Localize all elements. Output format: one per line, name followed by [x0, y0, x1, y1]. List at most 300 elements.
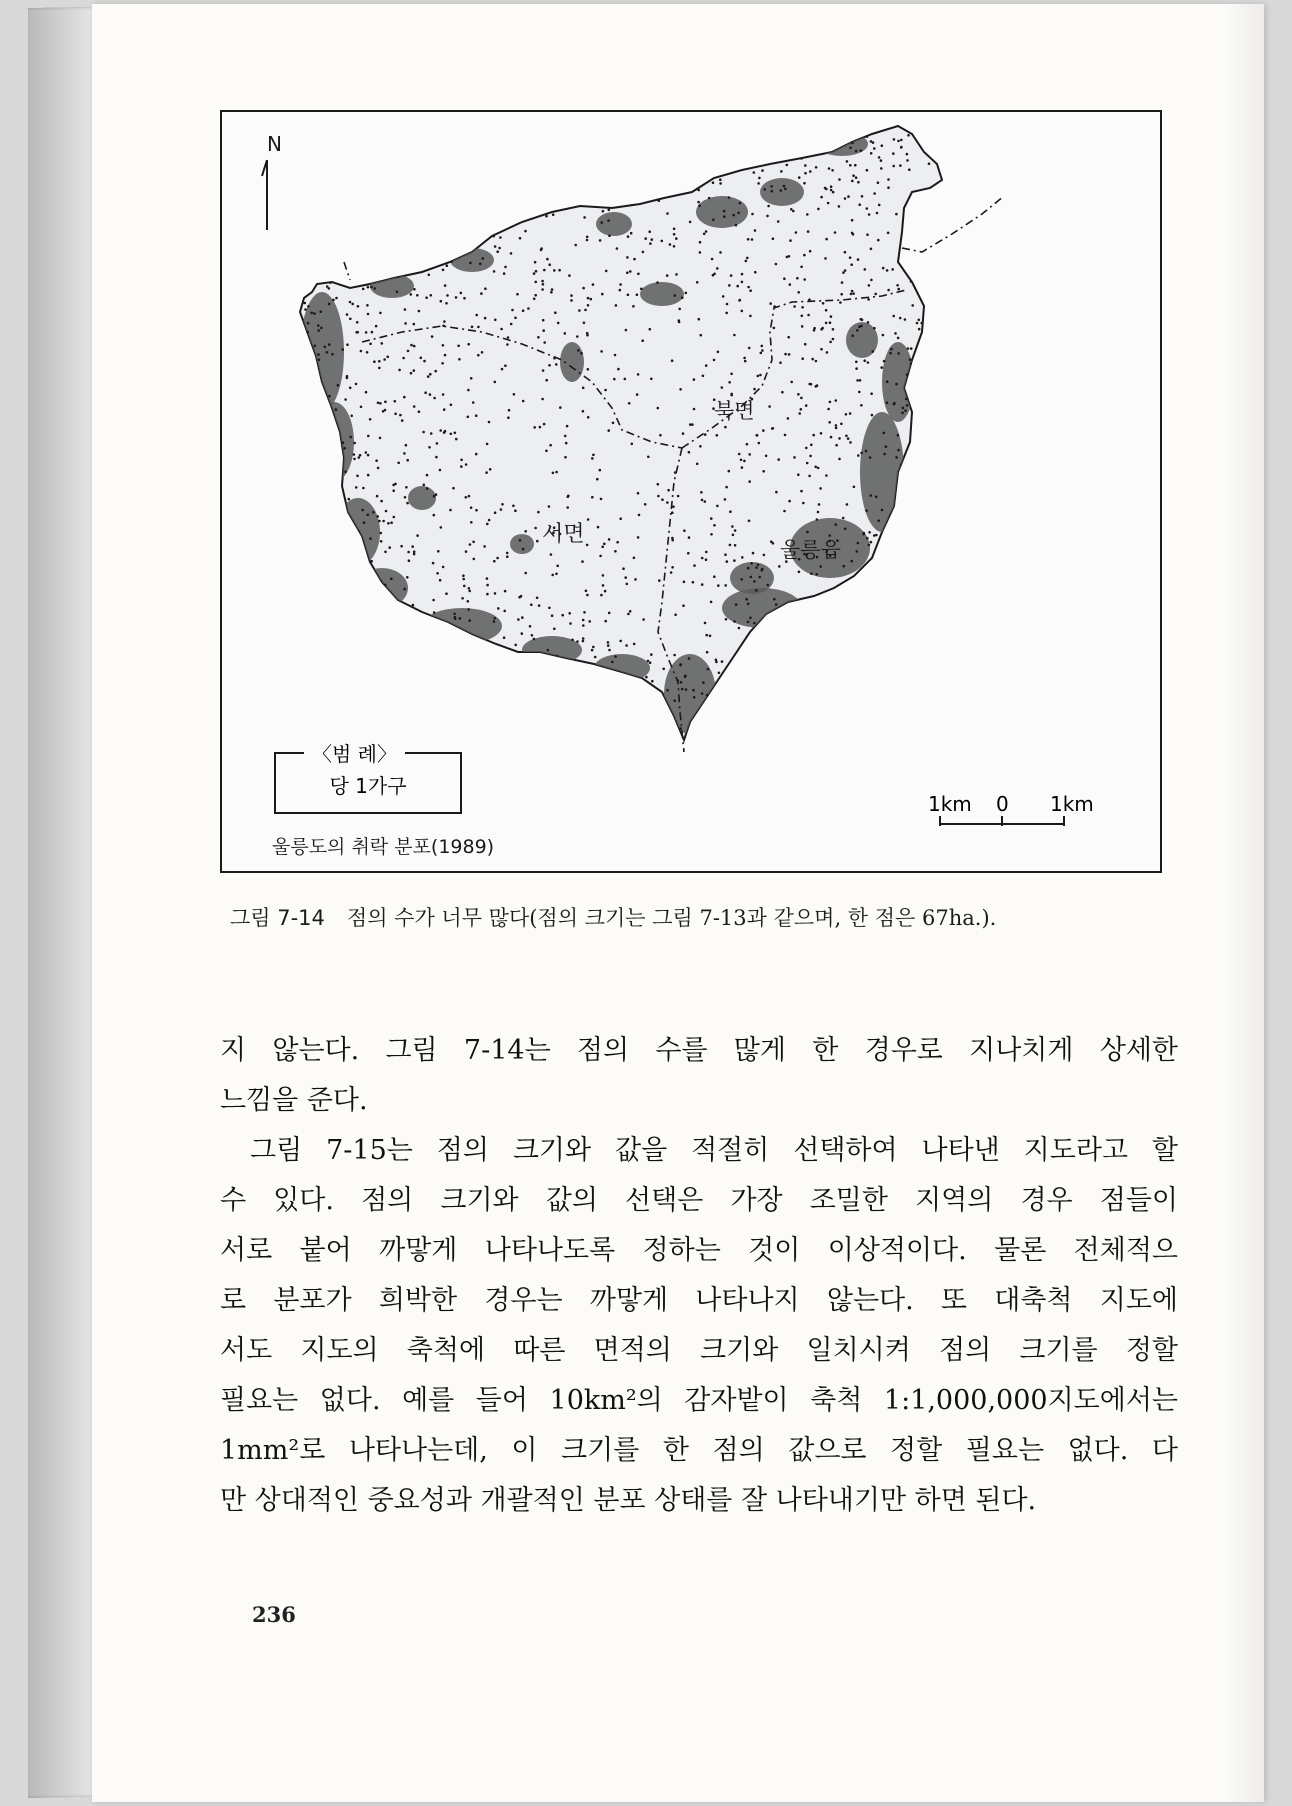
settlement-dot — [335, 257, 338, 260]
settlement-dot — [765, 455, 768, 458]
settlement-dot — [413, 323, 416, 326]
settlement-dot — [551, 574, 554, 577]
settlement-dot — [650, 653, 653, 656]
settlement-dot — [866, 207, 869, 210]
settlement-dot — [334, 446, 337, 449]
settlement-dot — [626, 583, 629, 586]
settlement-dot — [399, 414, 402, 417]
settlement-dot — [540, 741, 543, 744]
settlement-dot — [882, 267, 885, 270]
settlement-dot — [881, 591, 884, 594]
settlement-dot — [522, 400, 525, 403]
settlement-dot — [819, 487, 822, 490]
settlement-dot — [498, 247, 501, 250]
settlement-dot — [522, 309, 525, 312]
settlement-dot — [860, 149, 863, 152]
settlement-dot — [430, 207, 433, 210]
settlement-dot — [887, 289, 890, 292]
settlement-dot — [350, 415, 353, 418]
settlement-dot — [380, 532, 383, 535]
settlement-dot — [899, 317, 902, 320]
settlement-dot — [390, 578, 393, 581]
settlement-dot — [626, 742, 629, 745]
settlement-dot — [743, 131, 746, 134]
settlement-dot — [906, 404, 909, 407]
settlement-dot — [771, 724, 774, 727]
settlement-dot — [429, 393, 432, 396]
settlement-dot — [713, 359, 716, 362]
settlement-dot — [747, 621, 750, 624]
settlement-dot — [719, 182, 722, 185]
settlement-dot — [576, 748, 579, 751]
settlement-dot — [600, 498, 603, 501]
dense-area — [314, 402, 354, 482]
settlement-dot — [511, 309, 514, 312]
settlement-dot — [459, 173, 462, 176]
settlement-dot — [940, 235, 943, 238]
settlement-dot — [842, 517, 845, 520]
settlement-dot — [609, 744, 612, 747]
settlement-dot — [591, 496, 594, 499]
settlement-dot — [468, 590, 471, 593]
settlement-dot — [762, 429, 765, 432]
settlement-dot — [628, 402, 631, 405]
settlement-dot — [493, 270, 496, 273]
settlement-dot — [453, 224, 456, 227]
settlement-dot — [586, 544, 589, 547]
body-line: 그림 7-15는 점의 크기와 값을 적절히 선택하여 나타낸 지도라고 할 — [250, 1135, 1178, 1166]
settlement-dot — [312, 627, 315, 630]
settlement-dot — [671, 359, 674, 362]
settlement-dot — [499, 135, 502, 138]
settlement-dot — [913, 731, 916, 734]
settlement-dot — [868, 213, 871, 216]
settlement-dot — [358, 631, 361, 634]
settlement-dot — [779, 361, 782, 364]
settlement-dot — [930, 521, 933, 524]
settlement-dot — [362, 250, 365, 253]
settlement-dot — [879, 623, 882, 626]
settlement-dot — [826, 351, 829, 354]
settlement-dot — [382, 410, 385, 413]
settlement-dot — [454, 432, 457, 435]
settlement-dot — [485, 695, 488, 698]
settlement-dot — [473, 558, 476, 561]
settlement-dot — [783, 629, 786, 632]
settlement-dot — [827, 655, 830, 658]
settlement-dot — [687, 136, 690, 139]
settlement-dot — [522, 709, 525, 712]
settlement-dot — [889, 580, 892, 583]
settlement-dot — [856, 685, 859, 688]
settlement-dot — [561, 204, 564, 207]
settlement-dot — [673, 228, 676, 231]
settlement-dot — [587, 368, 590, 371]
settlement-dot — [450, 404, 453, 407]
settlement-dot — [607, 641, 610, 644]
settlement-dot — [801, 306, 804, 309]
settlement-dot — [664, 713, 667, 716]
settlement-dot — [939, 460, 942, 463]
settlement-dot — [850, 263, 853, 266]
settlement-dot — [881, 144, 884, 147]
settlement-dot — [911, 742, 914, 745]
settlement-dot — [787, 716, 790, 719]
settlement-dot — [458, 358, 461, 361]
settlement-dot — [881, 509, 884, 512]
settlement-dot — [545, 723, 548, 726]
settlement-dot — [710, 145, 713, 148]
settlement-dot — [306, 584, 309, 587]
settlement-dot — [817, 661, 820, 664]
settlement-dot — [416, 615, 419, 618]
settlement-dot — [494, 319, 497, 322]
settlement-dot — [304, 413, 307, 416]
settlement-dot — [397, 685, 400, 688]
settlement-dot — [324, 346, 327, 349]
settlement-dot — [650, 378, 653, 381]
settlement-dot — [829, 671, 832, 674]
settlement-dot — [797, 473, 800, 476]
settlement-dot — [346, 343, 349, 346]
settlement-dot — [654, 704, 657, 707]
settlement-dot — [928, 301, 931, 304]
settlement-dot — [404, 322, 407, 325]
settlement-dot — [317, 725, 320, 728]
settlement-dot — [923, 723, 926, 726]
settlement-dot — [510, 252, 513, 255]
settlement-dot — [839, 142, 842, 145]
book-edge — [28, 7, 98, 1798]
settlement-dot — [352, 250, 355, 253]
settlement-dot — [825, 188, 828, 191]
settlement-dot — [608, 234, 611, 237]
settlement-dot — [512, 505, 515, 508]
settlement-dot — [326, 226, 329, 229]
settlement-dot — [564, 456, 567, 459]
settlement-dot — [359, 688, 362, 691]
settlement-dot — [352, 586, 355, 589]
settlement-dot — [372, 625, 375, 628]
settlement-dot — [364, 721, 367, 724]
settlement-dot — [939, 255, 942, 258]
settlement-dot — [666, 274, 669, 277]
settlement-dot — [918, 465, 921, 468]
settlement-dot — [346, 313, 349, 316]
settlement-dot — [486, 443, 489, 446]
settlement-dot — [599, 555, 602, 558]
settlement-dot — [533, 690, 536, 693]
settlement-dot — [507, 416, 510, 419]
settlement-dot — [763, 188, 766, 191]
settlement-dot — [374, 633, 377, 636]
settlement-dot — [873, 708, 876, 711]
settlement-dot — [467, 600, 470, 603]
settlement-dot — [761, 169, 764, 172]
settlement-dot — [402, 357, 405, 360]
settlement-dot — [820, 328, 823, 331]
settlement-dot — [904, 688, 907, 691]
settlement-dot — [570, 299, 573, 302]
settlement-dot — [790, 653, 793, 656]
settlement-dot — [600, 594, 603, 597]
settlement-dot — [703, 724, 706, 727]
settlement-dot — [835, 523, 838, 526]
settlement-dot — [919, 456, 922, 459]
settlement-dot — [904, 558, 907, 561]
settlement-dot — [824, 692, 827, 695]
settlement-dot — [716, 708, 719, 711]
settlement-dot — [855, 705, 858, 708]
settlement-dot — [315, 595, 318, 598]
settlement-dot — [340, 642, 343, 645]
settlement-dot — [817, 208, 820, 211]
settlement-dot — [499, 236, 502, 239]
settlement-dot — [585, 729, 588, 732]
settlement-dot — [858, 391, 861, 394]
settlement-dot — [314, 249, 317, 252]
settlement-dot — [858, 654, 861, 657]
settlement-dot — [576, 737, 579, 740]
settlement-dot — [827, 730, 830, 733]
settlement-dot — [377, 467, 380, 470]
settlement-dot — [844, 528, 847, 531]
settlement-dot — [711, 137, 714, 140]
settlement-dot — [840, 594, 843, 597]
settlement-dot — [332, 206, 335, 209]
settlement-dot — [718, 165, 721, 168]
settlement-dot — [578, 309, 581, 312]
settlement-dot — [534, 261, 537, 264]
settlement-dot — [876, 212, 879, 215]
settlement-dot — [744, 360, 747, 363]
settlement-dot — [524, 687, 527, 690]
settlement-dot — [858, 716, 861, 719]
dense-area — [760, 178, 804, 206]
settlement-dot — [672, 720, 675, 723]
settlement-dot — [750, 719, 753, 722]
settlement-dot — [434, 628, 437, 631]
settlement-dot — [699, 251, 702, 254]
settlement-dot — [851, 610, 854, 613]
settlement-dot — [319, 207, 322, 210]
settlement-dot — [710, 517, 713, 520]
settlement-dot — [625, 644, 628, 647]
settlement-dot — [649, 141, 652, 144]
settlement-dot — [521, 136, 524, 139]
settlement-dot — [819, 565, 822, 568]
settlement-dot — [571, 639, 574, 642]
settlement-dot — [504, 196, 507, 199]
settlement-dot — [865, 450, 868, 453]
settlement-dot — [602, 574, 605, 577]
settlement-dot — [693, 564, 696, 567]
settlement-dot — [758, 442, 761, 445]
settlement-dot — [922, 513, 925, 516]
settlement-dot — [392, 202, 395, 205]
settlement-dot — [791, 139, 794, 142]
settlement-dot — [504, 266, 507, 269]
settlement-dot — [555, 363, 558, 366]
settlement-dot — [817, 467, 820, 470]
settlement-dot — [333, 202, 336, 205]
settlement-dot — [918, 253, 921, 256]
settlement-dot — [413, 369, 416, 372]
settlement-dot — [421, 730, 424, 733]
settlement-dot — [705, 558, 708, 561]
settlement-dot — [722, 295, 725, 298]
settlement-dot — [868, 284, 871, 287]
settlement-dot — [444, 745, 447, 748]
settlement-dot — [692, 581, 695, 584]
settlement-dot — [638, 749, 641, 752]
settlement-dot — [507, 336, 510, 339]
settlement-dot — [930, 533, 933, 536]
settlement-dot — [541, 288, 544, 291]
figure-caption-text: 점의 수가 너무 많다(점의 크기는 그림 7-13과 같으며, 한 점은 67ha.). — [346, 906, 997, 930]
dense-area — [696, 196, 748, 228]
settlement-dot — [430, 432, 433, 435]
settlement-dot — [723, 215, 726, 218]
settlement-dot — [660, 149, 663, 152]
settlement-dot — [333, 658, 336, 661]
settlement-dot — [308, 499, 311, 502]
settlement-dot — [869, 456, 872, 459]
settlement-dot — [318, 358, 321, 361]
settlement-dot — [349, 273, 352, 276]
settlement-dot — [847, 437, 850, 440]
settlement-dot — [421, 170, 424, 173]
settlement-dot — [602, 210, 605, 213]
settlement-dot — [840, 697, 843, 700]
settlement-dot — [917, 463, 920, 466]
settlement-dot — [701, 692, 704, 695]
settlement-dot — [857, 181, 860, 184]
settlement-dot — [410, 372, 413, 375]
settlement-dot — [789, 239, 792, 242]
settlement-dot — [308, 271, 311, 274]
settlement-dot — [907, 347, 910, 350]
settlement-dot — [371, 704, 374, 707]
settlement-dot — [319, 310, 322, 313]
settlement-dot — [800, 408, 803, 411]
settlement-dot — [427, 712, 430, 715]
settlement-dot — [748, 347, 751, 350]
settlement-dot — [498, 719, 501, 722]
settlement-dot — [557, 687, 560, 690]
settlement-dot — [570, 142, 573, 145]
settlement-dot — [315, 381, 318, 384]
settlement-dot — [324, 154, 327, 157]
settlement-dot — [353, 458, 356, 461]
settlement-dot — [400, 247, 403, 250]
settlement-dot — [616, 151, 619, 154]
book-page — [92, 4, 1264, 1802]
settlement-dot — [705, 634, 708, 637]
settlement-dot — [555, 573, 558, 576]
settlement-dot — [748, 706, 751, 709]
dense-area — [730, 562, 774, 594]
settlement-dot — [914, 197, 917, 200]
settlement-dot — [893, 530, 896, 533]
settlement-dot — [740, 578, 743, 581]
settlement-dot — [494, 592, 497, 595]
settlement-dot — [777, 722, 780, 725]
settlement-dot — [697, 201, 700, 204]
settlement-dot — [430, 245, 433, 248]
settlement-dot — [586, 594, 589, 597]
settlement-dot — [545, 379, 548, 382]
settlement-dot — [561, 614, 564, 617]
settlement-dot — [446, 264, 449, 267]
settlement-dot — [908, 168, 911, 171]
settlement-dot — [607, 219, 610, 222]
settlement-dot — [510, 323, 513, 326]
settlement-dot — [775, 263, 778, 266]
settlement-dot — [699, 148, 702, 151]
settlement-dot — [616, 155, 619, 158]
settlement-dot — [328, 303, 331, 306]
settlement-dot — [360, 243, 363, 246]
settlement-dot — [879, 543, 882, 546]
settlement-dot — [367, 454, 370, 457]
settlement-dot — [582, 637, 585, 640]
settlement-dot — [428, 274, 431, 277]
settlement-dot — [673, 654, 676, 657]
settlement-dot — [825, 322, 828, 325]
settlement-dot — [907, 657, 910, 660]
settlement-dot — [365, 596, 368, 599]
settlement-dot — [614, 550, 617, 553]
settlement-dot — [370, 286, 373, 289]
settlement-dot — [868, 591, 871, 594]
settlement-dot — [578, 689, 581, 692]
settlement-dot — [461, 748, 464, 751]
settlement-dot — [740, 163, 743, 166]
settlement-dot — [607, 644, 610, 647]
settlement-dot — [868, 544, 871, 547]
settlement-dot — [829, 401, 832, 404]
settlement-dot — [827, 147, 830, 150]
settlement-dot — [370, 159, 373, 162]
settlement-dot — [870, 152, 873, 155]
settlement-dot — [594, 656, 597, 659]
settlement-dot — [374, 241, 377, 244]
settlement-dot — [649, 176, 652, 179]
settlement-dot — [913, 519, 916, 522]
settlement-dot — [411, 219, 414, 222]
settlement-dot — [825, 238, 828, 241]
settlement-dot — [769, 651, 772, 654]
settlement-dot — [636, 293, 639, 296]
settlement-dot — [701, 557, 704, 560]
settlement-dot — [939, 216, 942, 219]
settlement-dot — [640, 682, 643, 685]
settlement-dot — [750, 576, 753, 579]
settlement-dot — [545, 672, 548, 675]
settlement-dot — [486, 523, 489, 526]
settlement-dot — [357, 305, 360, 308]
settlement-dot — [304, 308, 307, 311]
settlement-dot — [693, 378, 696, 381]
settlement-dot — [811, 709, 814, 712]
settlement-dot — [826, 633, 829, 636]
settlement-dot — [587, 518, 590, 521]
settlement-dot — [725, 486, 728, 489]
settlement-dot — [392, 615, 395, 618]
settlement-dot — [933, 490, 936, 493]
settlement-dot — [807, 314, 810, 317]
